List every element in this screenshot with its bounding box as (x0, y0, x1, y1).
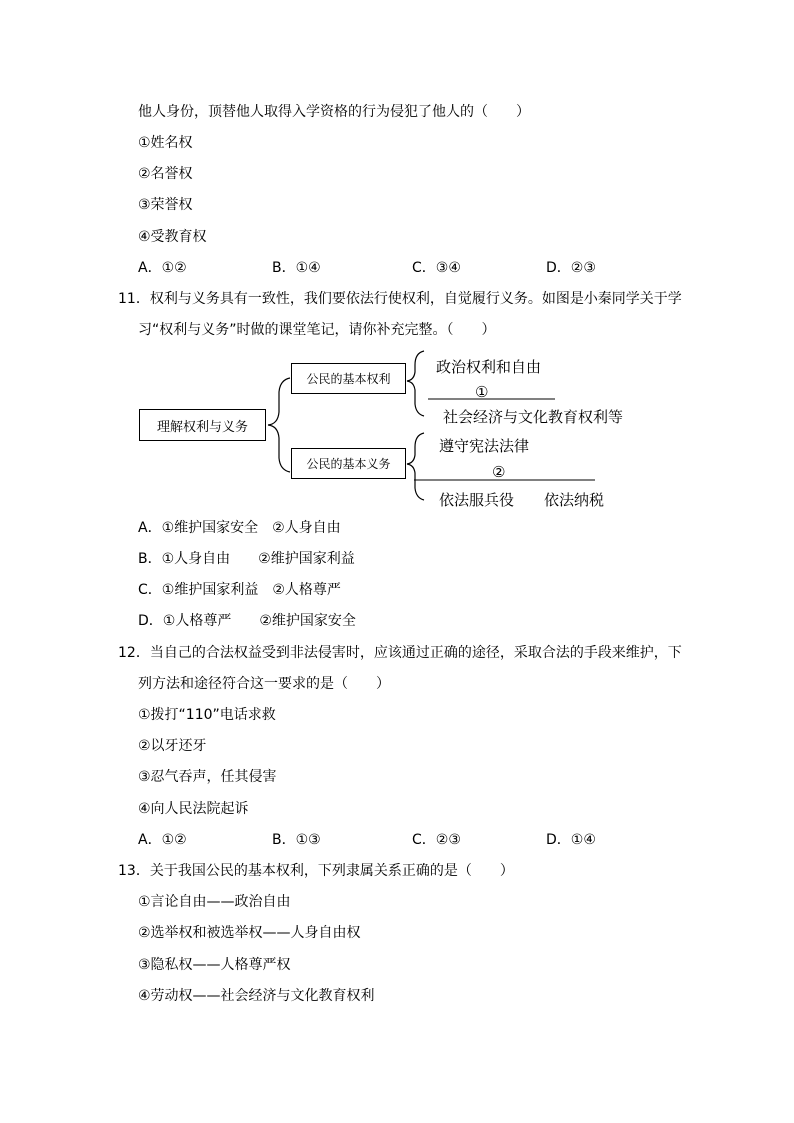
duties-brace (407, 433, 424, 500)
q11-option-a[interactable]: A．①维护国家安全 ②人身自由 (138, 520, 341, 536)
rights-item-social: 社会经济与文化教育权利等 (443, 408, 624, 426)
q10-option-a[interactable]: A．①② (138, 260, 187, 276)
rights-box: 公民的基本权利 (291, 363, 406, 394)
duties-blank-2-marker: ② (492, 463, 506, 481)
q10-option-c[interactable]: C．③④ (412, 260, 461, 276)
rights-blank-1-marker: ① (475, 383, 489, 401)
q13-stem: 13．关于我国公民的基本权利，下列隶属关系正确的是（ ） (118, 863, 514, 879)
q12-stem-line-1: 12．当自己的合法权益受到非法侵害时，应该通过正确的途径，采取合法的手段来维护，下 (118, 645, 682, 661)
duties-item-service-tax: 依法服兵役 依法纳税 (439, 491, 605, 509)
q12-item-4: ④向人民法院起诉 (138, 801, 249, 817)
q10-item-2: ②名誉权 (138, 166, 193, 182)
q11-option-c[interactable]: C．①维护国家利益 ②人格尊严 (138, 582, 341, 598)
q10-item-4: ④受教育权 (138, 229, 207, 245)
q12-item-1: ①拨打“110”电话求救 (138, 707, 276, 723)
q13-item-3: ③隐私权——人格尊严权 (138, 957, 291, 973)
duties-item-constitution: 遵守宪法法律 (439, 437, 530, 455)
rights-item-political: 政治权利和自由 (436, 358, 542, 376)
q11-option-b[interactable]: B．①人身自由 ②维护国家利益 (138, 551, 355, 567)
q12-option-a[interactable]: A．①② (138, 832, 187, 848)
q11-stem-line-1: 11．权利与义务具有一致性，我们要依法行使权利，自觉履行义务。如图是小秦同学关于学 (118, 291, 682, 307)
q10-item-1: ①姓名权 (138, 135, 193, 151)
rights-brace (407, 351, 424, 416)
q11-stem-line-2: 习“权利与义务”时做的课堂笔记，请你补充完整。（ ） (138, 322, 496, 338)
duties-box: 公民的基本义务 (291, 448, 406, 479)
q12-option-d[interactable]: D．①④ (546, 832, 596, 848)
root-brace (268, 378, 290, 472)
q10-option-d[interactable]: D．②③ (546, 260, 596, 276)
q11-option-d[interactable]: D．①人格尊严 ②维护国家安全 (138, 613, 356, 629)
q12-item-3: ③忍气吞声，任其侵害 (138, 769, 277, 785)
q13-item-2: ②选举权和被选举权——人身自由权 (138, 925, 361, 941)
q10-option-b[interactable]: B．①④ (272, 260, 321, 276)
root-box: 理解权利与义务 (139, 409, 266, 441)
q10-item-3: ③荣誉权 (138, 197, 193, 213)
q12-stem-line-2: 列方法和途径符合这一要求的是（ ） (138, 676, 390, 692)
q12-option-b[interactable]: B．①③ (272, 832, 321, 848)
q10-stem-continuation: 他人身份，顶替他人取得入学资格的行为侵犯了他人的（ ） (138, 104, 530, 120)
q13-item-4: ④劳动权——社会经济与文化教育权利 (138, 988, 375, 1004)
q12-item-2: ②以牙还牙 (138, 738, 207, 754)
q13-item-1: ①言论自由——政治自由 (138, 894, 291, 910)
q12-option-c[interactable]: C．②③ (412, 832, 461, 848)
